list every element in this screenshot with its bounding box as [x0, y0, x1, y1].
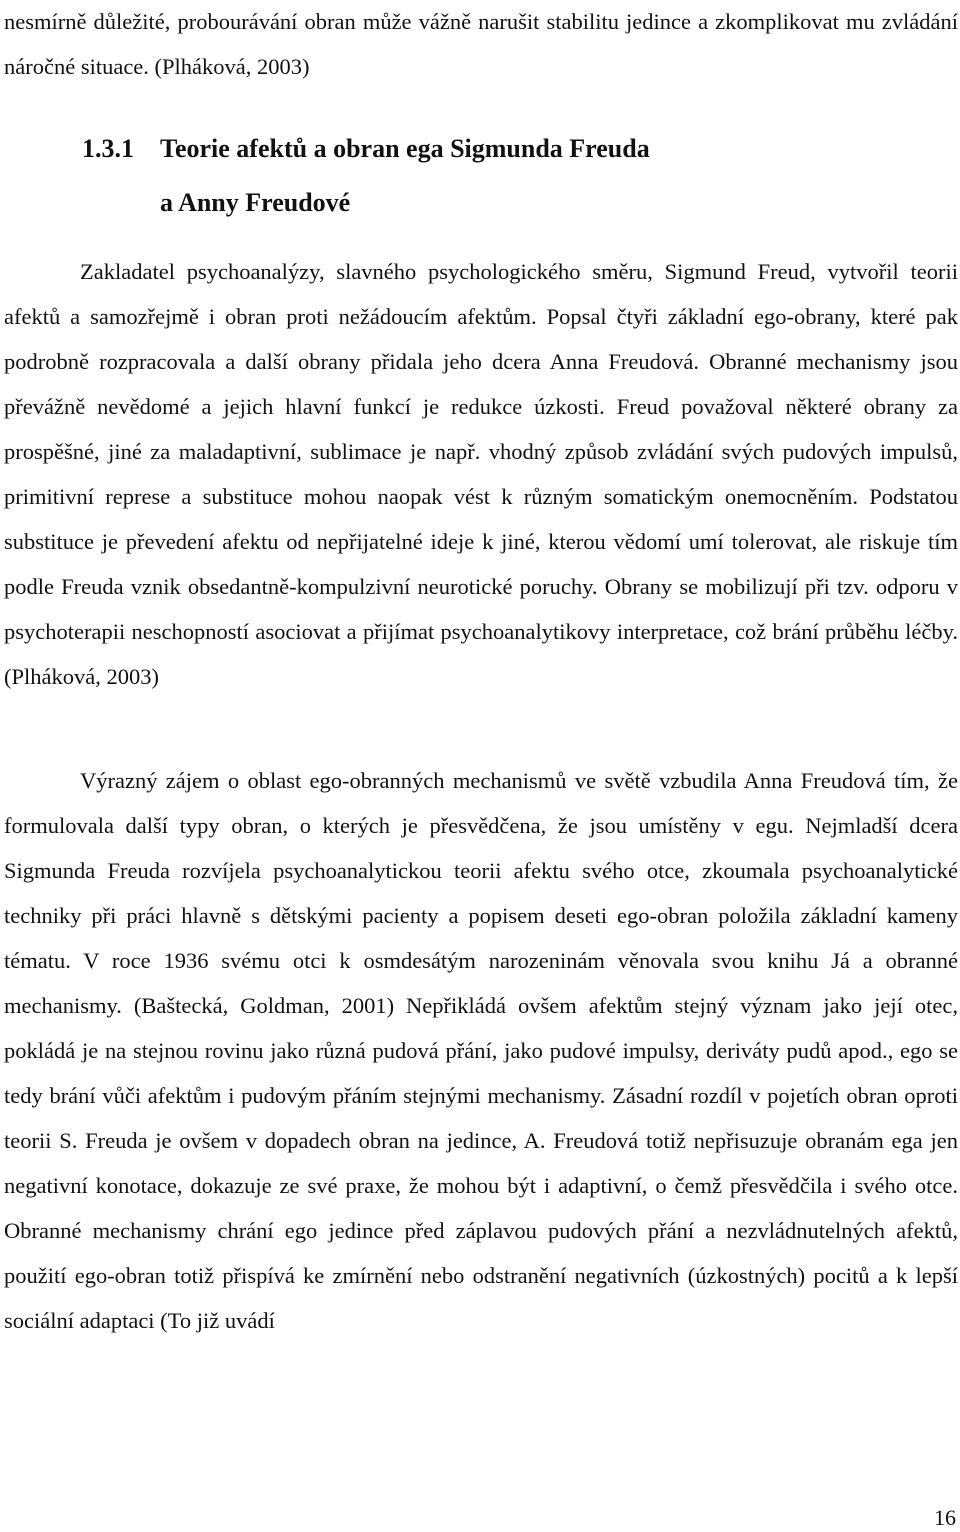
page-number: 16	[934, 1505, 956, 1530]
body-paragraph-2: Výrazný zájem o oblast ego-obranných mechanismů ve světě vzbudila Anna Freudová tím, že formulovala další typy obran, o kterých je přesvědčena, že jsou umístěny v egu. Nejmladší dcera Sigmunda Freuda rozvíjela psychoanalytickou teorii afektu svého otce, zkoumala psychoanalytické techniky při práci hlavně s dětskými pacienty a popisem deseti ego-obran položila základní kameny tématu. V roce 1936 svému otci k osmdesátým narozeninám věnovala svou knihu Já a obranné mechanismy. (Baštecká, Goldman, 2001) Nepřikládá ovšem afektům stejný význam jako její otec, pokládá je na stejnou rovinu jako různá pudová přání, jako pudové impulsy, deriváty pudů apod., ego se tedy brání vůči afektům i pudovým přáním stejnými mechanismy. Zásadní rozdíl v pojetích obran oproti teorii S. Freuda je ovšem v dopadech obran na jedince, A. Freudová totiž nepřisuzuje obranám ega jen negativní konotace, dokazuje ze své praxe, že mohou být i adaptivní, o čemž přesvědčila i svého otce. Obranné mechanismy chrání ego jedince před záplavou pudových přání a nezvládnutelných afektů, použití ego-obran totiž přispívá ke zmírnění nebo odstranění negativních (úzkostných) pocitů a k lepší sociální adaptaci (To již uvádí	[4, 768, 958, 1333]
body-paragraph-1: Zakladatel psychoanalýzy, slavného psychologického směru, Sigmund Freud, vytvořil teorii afektů a samozřejmě i obran proti nežádoucím afektům. Popsal čtyři základní ego-obrany, které pak podrobně rozpracovala a další obrany přidala jeho dcera Anna Freudová. Obranné mechanismy jsou převážně nevědomé a jejich hlavní funkcí je redukce úzkosti. Freud považoval některé obrany za prospěšné, jiné za maladaptivní, sublimace je např. vhodný způsob zvládání svých pudových impulsů, primitivní represe a substituce mohou naopak vést k různým somatickým onemocněním. Podstatou substituce je převedení afektu od nepřijatelné ideje k jiné, kterou vědomí umí tolerovat, ale riskuje tím podle Freuda vznik obsedantně-kompulzivní neurotické poruchy. Obrany se mobilizují při tzv. odporu v psychoterapii neschopností asociovat a přijímat psychoanalytikovy interpretace, což brání průběhu léčby. (Plháková, 2003)	[4, 259, 958, 689]
section-title-line2: a Anny Freudové	[160, 188, 351, 217]
section-number: 1.3.1	[82, 134, 134, 163]
section-heading	[82, 122, 650, 230]
section-title-line1: Teorie afektů a obran ega Sigmunda Freuda	[160, 134, 650, 163]
intro-paragraph: nesmírně důležité, probourávání obran může vážně narušit stabilitu jedince a zkomplikovat mu zvládání náročné situace. (Plháková, 2003)	[4, 9, 958, 79]
